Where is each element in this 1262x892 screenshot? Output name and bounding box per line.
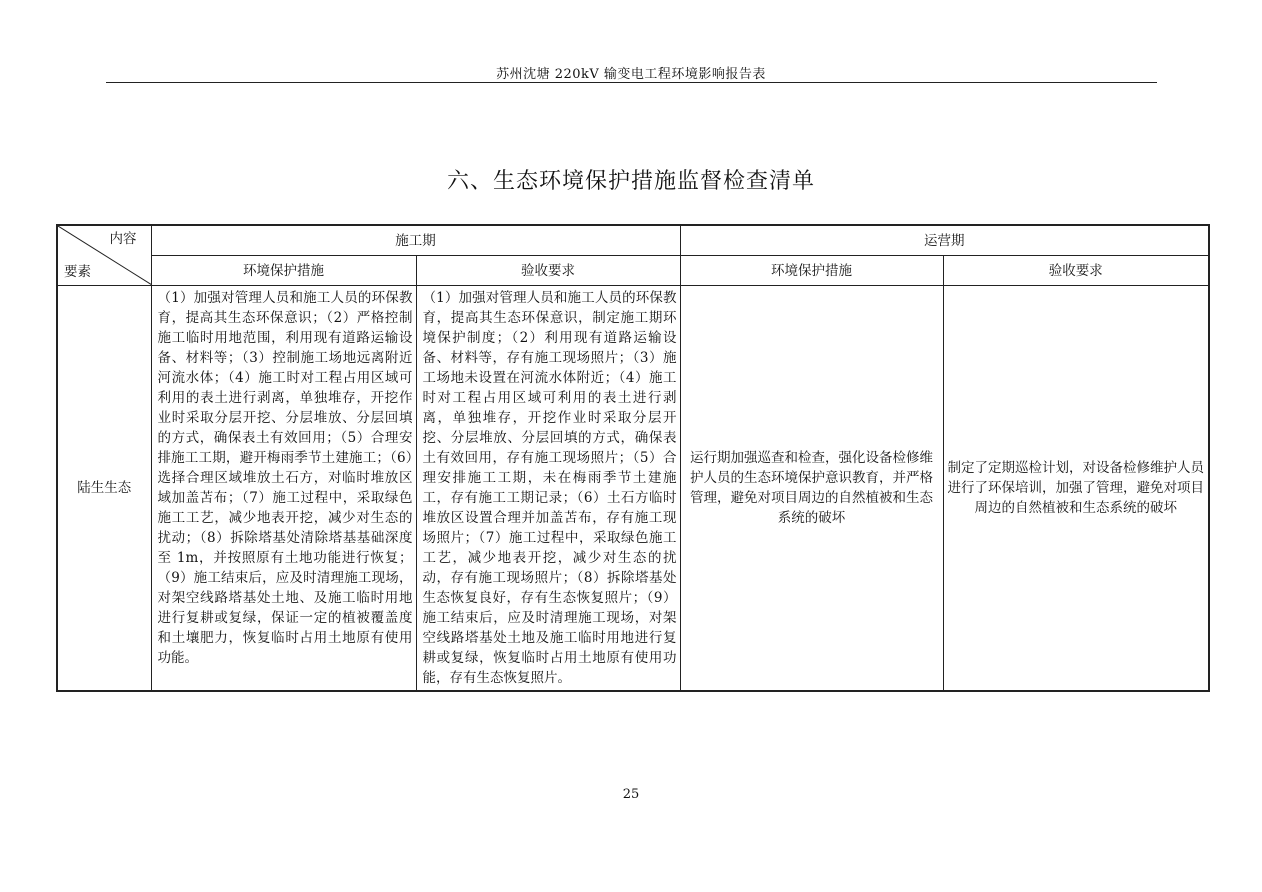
group-header-construction: 施工期 [151, 225, 680, 256]
table-row [57, 286, 1209, 692]
section-title: 六、生态环境保护措施监督检查清单 [446, 169, 815, 194]
operation-acceptance-cell: 制定了定期巡检计划，对设备检修维护人员进行了环保培训，加强了管理，避免对项目周边的自然植被和生态系统的破坏 [943, 286, 1209, 692]
construction-acceptance-cell: （1）加强对管理人员和施工人员的环保教育，提高其生态环保意识，制定施工期环境保护制度；（2）利用现有道路运输设备、材料等，存有施工现场照片；（3）施工场地未设置在河流水体附近；（4）施工时对工程占用区域可利用的表土进行剥离，单独堆存，开挖作业时采取分层开挖、分层堆放、分层回填的方式，确保表土有效回用，存有施工现场照片；（5）合理安排施工工期，未在梅雨季节土建施工，存有施工工期记录；（6）土石方临时堆放区设置合理并加盖苫布，存有施工现场照片；（7）施工过程中，采取绿色施工工艺，减少地表开挖，减少对生态的扰动，存有施工现场照片；（8）拆除塔基处生态恢复良好，存有生态恢复照片；（9）施工结束后，应及时清理施工现场，对架空线路塔基处土地及施工临时用地进行复耕或复绿，恢复临时占用土地原有使用功能，存有生态恢复照片。 [416, 286, 680, 692]
construction-measures-cell: （1）加强对管理人员和施工人员的环保教育，提高其生态环保意识；（2）严格控制施工临时用地范围，利用现有道路运输设备、材料等；（3）控制施工场地远离附近河流水体；（4）施工时对工程占用区域可利用的表土进行剥离，单独堆存，开挖作业时采取分层开挖、分层堆放、分层回填的方式，确保表土有效回用；（5）合理安排施工工期，避开梅雨季节土建施工；（6）选择合理区域堆放土石方，对临时堆放区域加盖苫布；（7）施工过程中，采取绿色施工工艺，减少地表开挖，减少对生态的扰动；（8）拆除塔基处清除塔基基础深度至 1m，并按照原有土地功能进行恢复；（9）施工结束后，应及时清理施工现场，对架空线路塔基处土地、及施工临时用地进行复耕或复绿，保证一定的植被覆盖度和土壤肥力，恢复临时占用土地原有使用功能。 [151, 286, 416, 692]
corner-label-content: 内容 [109, 231, 137, 247]
corner-label-factor: 要素 [64, 264, 91, 280]
subheader-operation-measures: 环境保护措施 [680, 256, 943, 286]
subheader-construction-acceptance: 验收要求 [416, 256, 680, 286]
header-row-groups [57, 225, 1209, 256]
header-rule [106, 82, 1157, 83]
page-number: 25 [622, 787, 640, 802]
group-header-operation: 运营期 [680, 225, 1209, 256]
supervision-checklist-table [56, 224, 1210, 692]
subheader-operation-acceptance: 验收要求 [943, 256, 1209, 286]
page-header: 苏州沈塘 220kV 输变电工程环境影响报告表 [496, 67, 766, 82]
header-row-subcolumns [57, 256, 1209, 286]
subheader-construction-measures: 环境保护措施 [151, 256, 416, 286]
operation-measures-cell: 运行期加强巡查和检查，强化设备检修维护人员的生态环境保护意识教育，并严格管理，避免对项目周边的自然植被和生态系统的破坏 [680, 286, 943, 692]
corner-header-cell [57, 225, 151, 286]
row-factor-label: 陆生生态 [57, 286, 151, 692]
